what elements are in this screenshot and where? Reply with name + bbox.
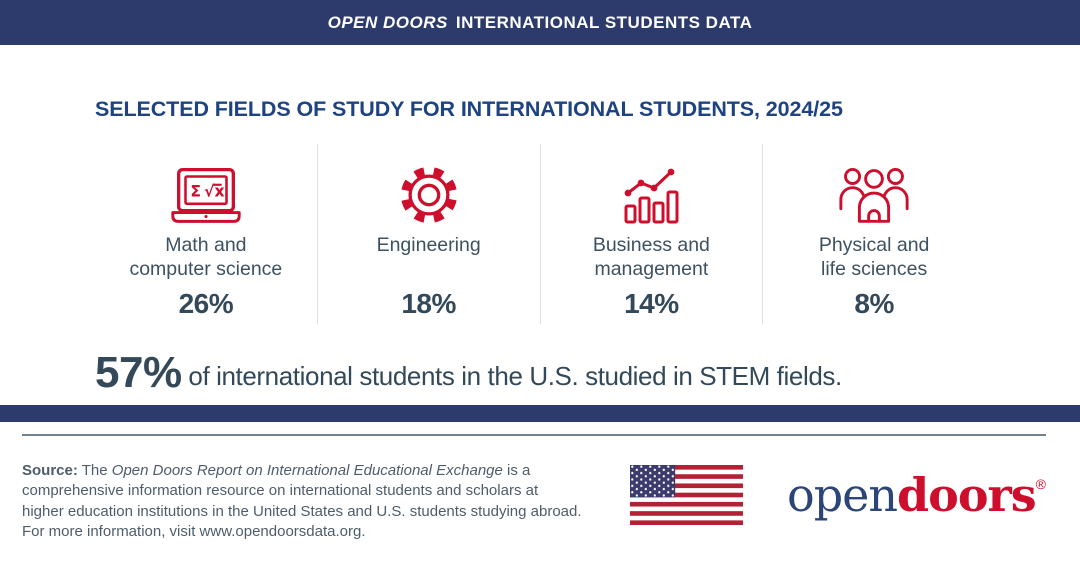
svg-text:Σ: Σ	[190, 182, 201, 201]
field-value: 8%	[854, 288, 894, 319]
stem-statistic	[95, 348, 1080, 398]
stem-percentage: 57%	[95, 348, 182, 397]
source-note: Source: The Open Doors Report on International Educational Exchange is a comprehensive information resource on international students and scholars at higher education institutions in the United States and U.S. students studying abroad. For more information, visit www.opendoorsdata.org.	[22, 462, 582, 541]
banner-brand-text: OPEN DOORS	[327, 12, 448, 32]
field-column-math-computer-science	[95, 144, 317, 324]
logo-open-text: open	[787, 468, 897, 522]
field-value: 14%	[624, 288, 679, 319]
us-flag-icon	[630, 465, 743, 525]
bar-chart-trend-icon	[619, 164, 683, 226]
field-column-business-management	[540, 144, 763, 324]
navy-divider-bar	[0, 405, 1080, 422]
gear-icon	[398, 164, 460, 226]
field-label: Business and management	[592, 234, 710, 280]
math-laptop-icon	[165, 166, 247, 226]
field-value: 18%	[401, 288, 456, 319]
field-label: Physical and life sciences	[818, 234, 930, 280]
footer	[22, 461, 1046, 543]
field-label: Engineering	[376, 234, 481, 256]
svg-text:√x: √x	[203, 182, 225, 201]
page-title: SELECTED FIELDS OF STUDY FOR INTERNATIONAL STUDENTS, 2024/25	[95, 97, 843, 121]
logo-doors-text: doors	[897, 468, 1036, 522]
top-banner	[0, 0, 1080, 45]
people-group-icon	[836, 164, 912, 226]
fields-row	[95, 144, 985, 324]
field-value: 26%	[178, 288, 234, 319]
stem-text: of international students in the U.S. studied in STEM fields.	[181, 361, 842, 391]
banner-title-text: INTERNATIONAL STUDENTS DATA	[455, 12, 753, 32]
field-label: Math and computer science	[129, 234, 283, 280]
registered-mark: ®	[1035, 476, 1046, 492]
footer-rule	[22, 434, 1046, 436]
field-column-physical-life-sciences	[762, 144, 985, 324]
field-column-engineering	[317, 144, 540, 324]
opendoors-logo	[787, 468, 1046, 522]
